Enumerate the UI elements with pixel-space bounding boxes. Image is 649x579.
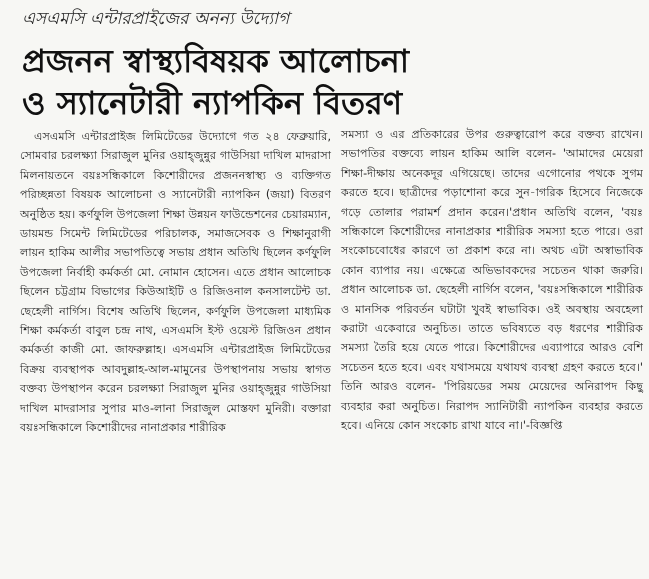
right-column-text: সমস্যা ও এর প্রতিকারের উপর গুরুত্বারোপ করে বক্তব্য রাখেন। সভাপতির বক্তব্যে লায়ন হাকিম আলি বলেন- 'আমাদের মেয়েরা শিক্ষা-দীক্ষায় অনেকদূর এগিয়েছে। তাদের এগোনোর পথকে সুগম করতে হবে। ছাত্রীদের পড়াশোনা করে সুন-াগরিক হিসেবে নিজেকে গড়ে তোলার পরামর্শ প্রদান করেন।'প্রধান অতিথি বলেন, 'বয়ঃ সন্ধিকালে কিশোরীদের নানাপ্রকার শারীরিক সমস্যা হতে পারে। ওরা সংকোচবোধের কারণে তা প্রকাশ করে না। অথচ এটা অস্বাভাবিক কোন ব্যাপার নয়। এক্ষেত্রে অভিভাবকদের সচেতন থাকা জরুরি। প্রধান আলোচক ডা. ছেহেলী নার্গিস বলেন, 'বয়ঃসন্ধিকালে শারীরিক ও মানসিক পরিবর্তন ঘটাটা খুবই স্বাভাবিক। ওই অবস্থায় অবহেলা করাটা একেবারে অনুচিত। তাতে ভবিষ্যতে বড় ধরণের শারীরিক সমস্যা তৈরি হয়ে যেতে পারে। কিশোরীদের এব্যাপারে আরও বেশি সচেতন হতে হবে। এবং যথাসময়ে যথাযথ ব্যবস্থা গ্রহণ করতে হবে।' তিনি আরও বলেন- 'পিরিয়ডের সময় মেয়েদের অনিরাপদ কিছু ব্যবহার করা অনুচিত। নিরাপদ স্যানিটারী ন্যাপকিন ব্যবহার করতে হবে। এনিয়ে কোন সংকোচ রাখা যাবে না।'-বিজ্ঞপ্তি [341, 128, 643, 433]
left-column-text: এসএমসি এন্টারপ্রাইজ লিমিটেডের উদ্যোগে গত ২৪ ফেব্রুয়ারি, সোমবার চরলক্ষ্যা সিরাজুল মুনির ওয়াহ্জুন্নুর গাউসিয়া দাখিল মাদরাসা মিলনায়তনে বয়ঃসন্ধিকালে কিশোরীদের প্রজননস্বাস্থ্য ও ব্যক্তিগত পরিচ্ছন্নতা বিষয়ক আলোচনা ও স্যানেটারী ন্যাপকিন (জয়া) বিতরণ অনুষ্ঠিত হয়। কর্ণফুলি উপজেলা শিক্ষা উন্নয়ন ফাউন্ডেশনের চেয়ারম্যান, ডায়মন্ড সিমেন্ট লিমিটেডের পরিচালক, সমাজসেবক ও শিক্ষানুরাগী লায়ন হাকিম আলীর সভাপতিত্বে সভায় প্রধান অতিথি ছিলেন কর্ণফুলি উপজেলা নির্বাহী কর্মকর্তা মো. নোমান হোসেন। এতে প্রধান আলোচক ছিলেন চট্টগ্রাম বিভাগের কিউআইটি ও রিজিওনাল কনসালটেন্ট ডা. ছেহেলী নার্গিস। বিশেষ অতিথি ছিলেন, কর্ণফুলি উপজেলা মাধ্যমিক শিক্ষা কর্মকর্তা বাবুল চন্দ্র নাথ, এসএমসি ইস্ট ওয়েস্ট রিজিওন প্রধান কর্মকর্তা কাজী মো. জাফরুল্লাহ। এসএমসি এন্টারপ্রাইজ লিমিটেডের বিক্রয় ব্যবস্থাপক আবদুল্লাহ-আল-মামুনের উপস্থাপনায় সভায় স্বাগত বক্তব্য উপস্থাপন করেন চরলক্ষ্যা সিরাজুল মুনির ওয়াহ্জুন্নুর গাউসিয়া দাখিল মাদরাসার সুপার মাও-লানা সিরাজুল মোস্তফা মুনিরী। বক্তারা বয়ঃসন্ধিকালে কিশোরীদের নানাপ্রকার শারীরিক [20, 130, 331, 435]
left-column [20, 127, 331, 438]
headline [22, 40, 632, 124]
kicker: এসএমসি এন্টারপ্রাইজের অনন্য উদ্যোগ [22, 9, 290, 29]
headline-line-2: ও স্যানেটারী ন্যাপকিন বিতরণ [22, 84, 403, 122]
right-column [341, 125, 643, 436]
headline-line-1: প্রজনন স্বাস্থ্যবিষয়ক আলোচনা [22, 42, 410, 80]
